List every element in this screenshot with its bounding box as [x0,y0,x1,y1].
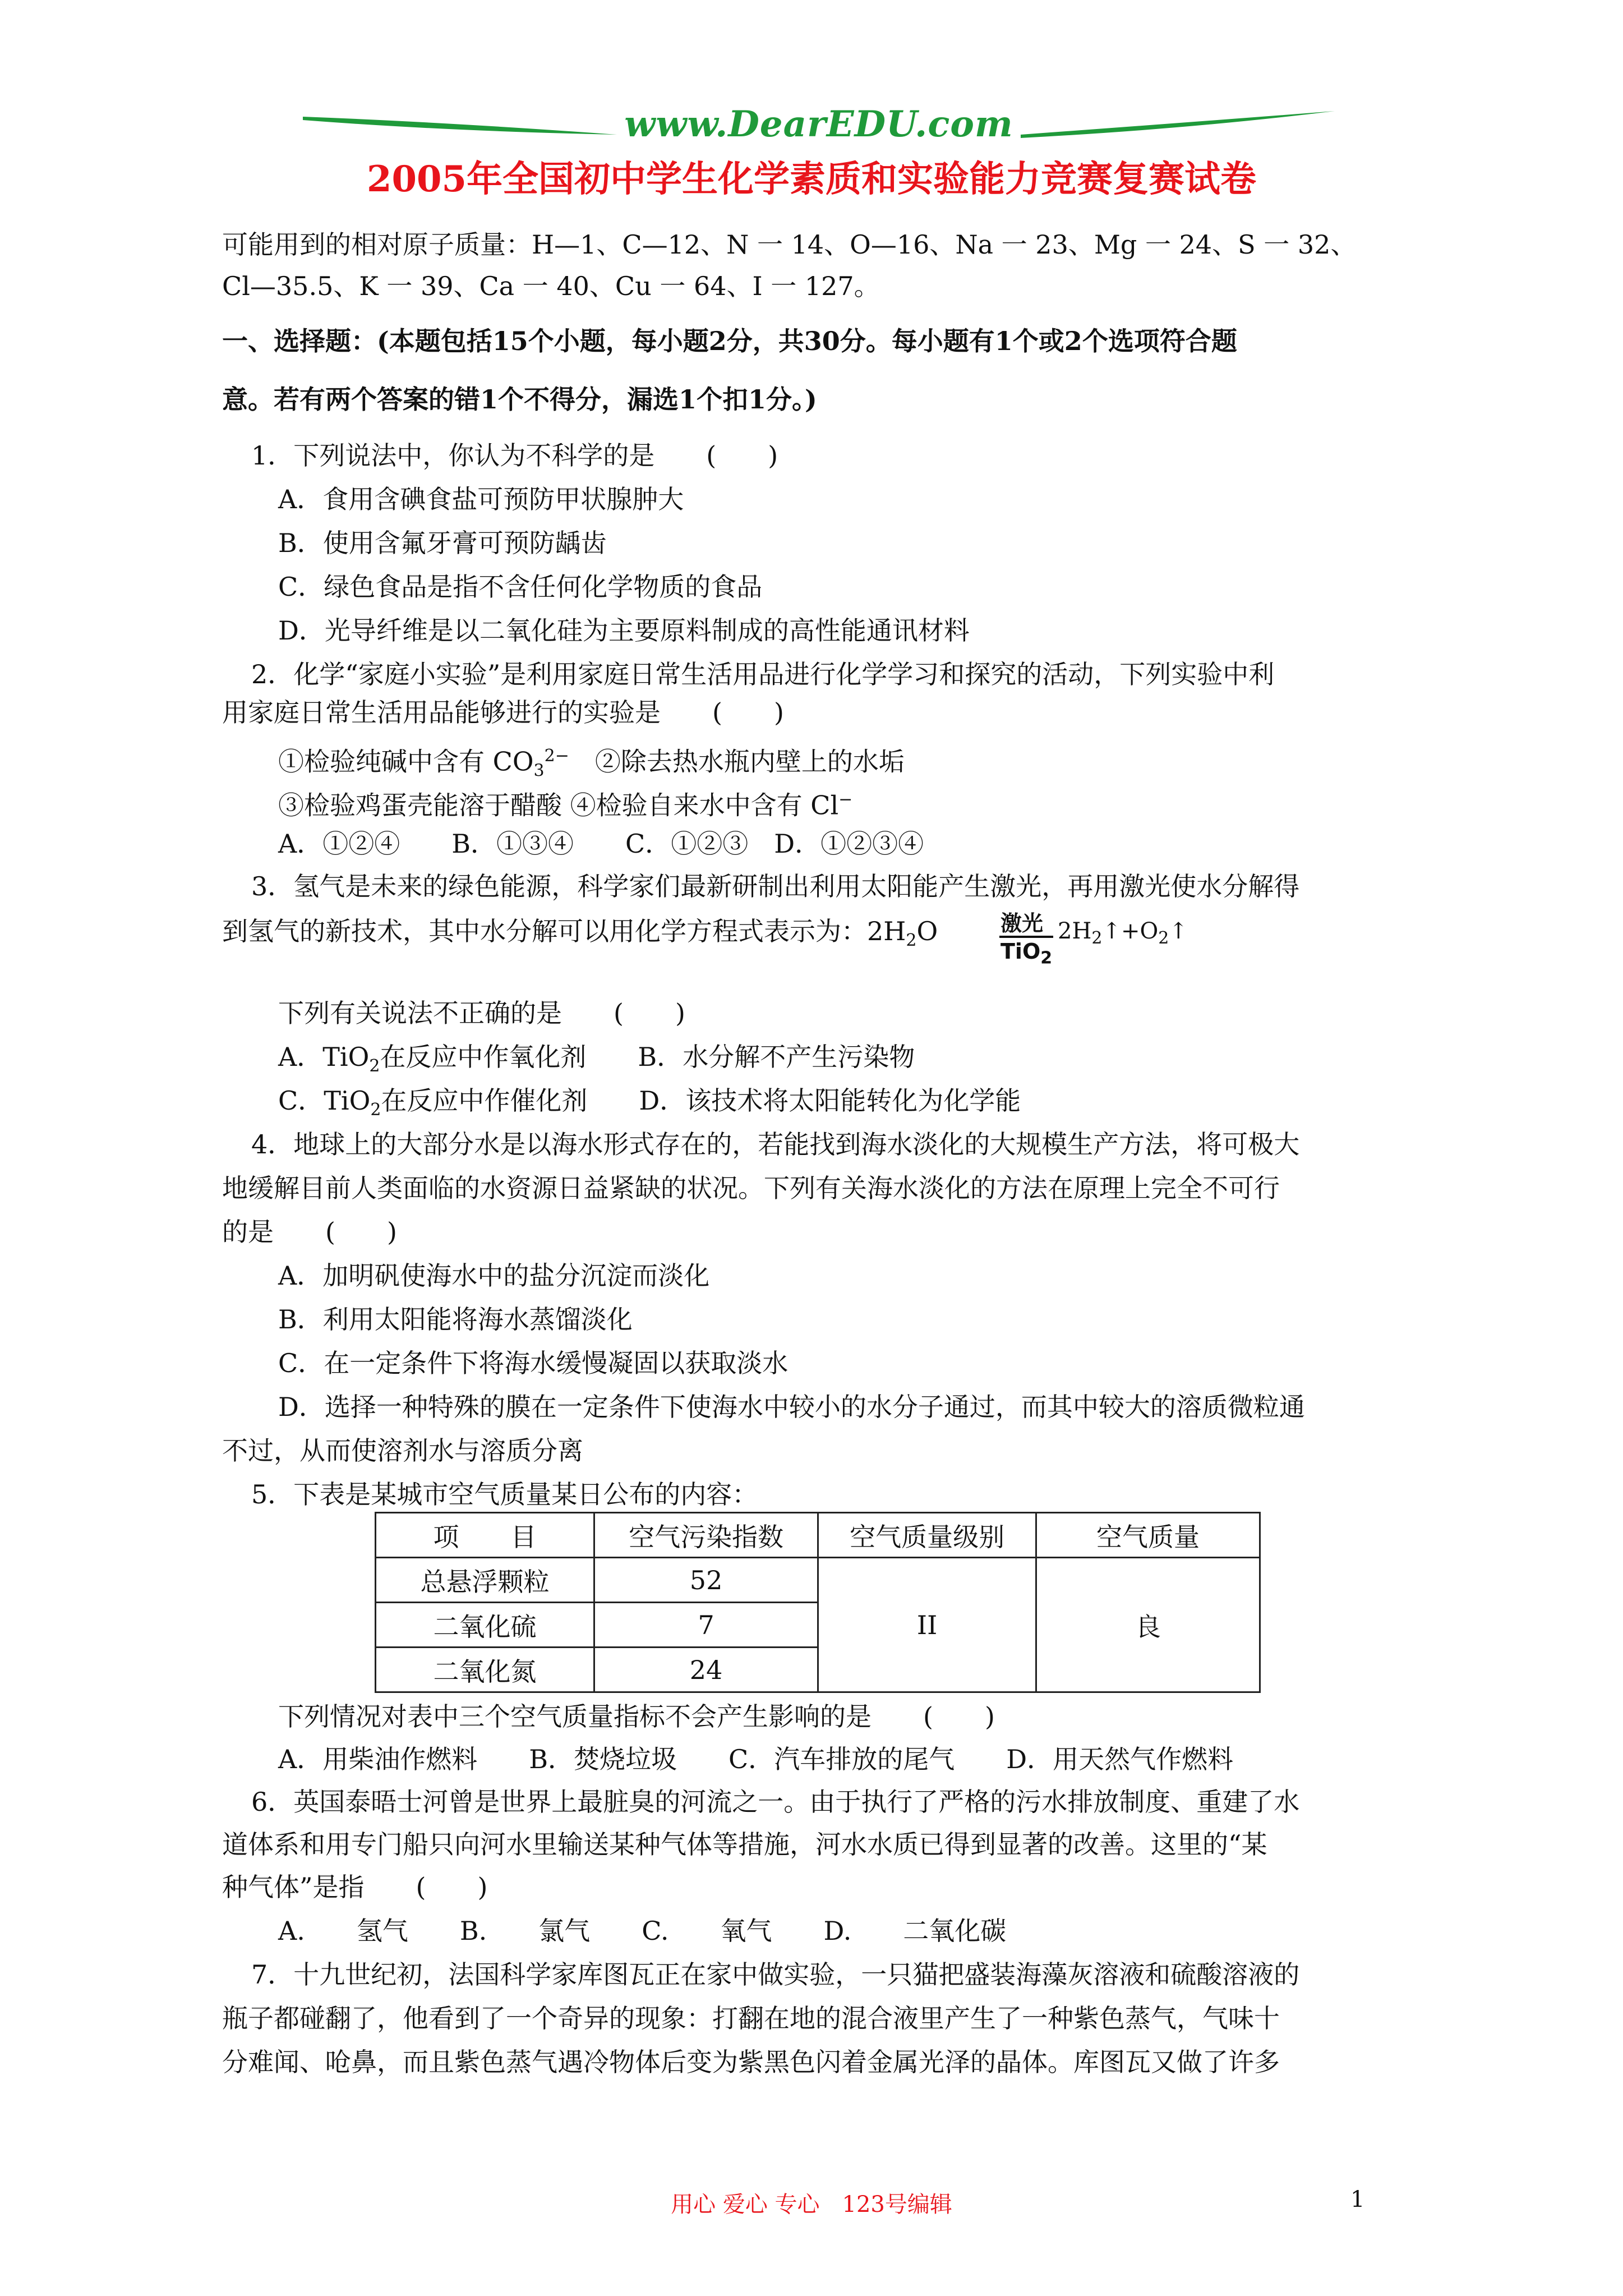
q4-option-c: C．在一定条件下将海水缓慢凝固以获取淡水 [278,1348,789,1378]
q3-product-h: 2H [1058,918,1092,944]
q3-c-sub: 2 [370,1100,381,1120]
q4-option-a: A．加明矾使海水中的盐分沉淀而淡化 [278,1260,710,1291]
q4-option-b: B．利用太阳能将海水蒸馏淡化 [278,1304,633,1335]
q4-stem-line-3: 的是 ( ) [222,1217,397,1247]
q2-choices: A．①②④ B．①③④ C．①②③ D．①②③④ [278,829,924,859]
q3-options-ab [278,1040,915,1083]
table-cell: 52 [594,1558,818,1603]
q3-condition-bar [999,936,1053,938]
q3-stem-line-1: 3．氢气是未来的绿色能源，科学家们最新研制出利用太阳能产生激光，再用激光使水分解得 [251,871,1300,901]
q3-condition-top: 激光 [1000,911,1044,936]
q1-option-a: A．食用含碘食盐可预防甲状腺肿大 [278,484,684,514]
q7-line-1: 7．十九世纪初，法国科学家库图瓦正在家中做实验，一只猫把盛装海藻灰溶液和硫酸溶液的 [251,1959,1300,1990]
q3-product-arrow: ↑ [1169,918,1188,944]
q2-opt1-charge: 2− [544,746,569,766]
q2-opt4-charge: − [838,790,853,809]
page-number: 1 [1350,2187,1365,2212]
q3-product-o: ↑+O [1102,918,1159,944]
table-cell: 7 [594,1603,818,1648]
q3-stem-line-2 [222,914,938,958]
table-header: 项 目 [376,1513,594,1558]
q3-options-cd [278,1084,1021,1127]
table-cell-level: II [818,1558,1036,1692]
q3-stem-text: 到氢气的新技术，其中水分解可以用化学方程式表示为：2H [222,916,906,946]
footer-text: 用心 爱心 专心 123号编辑 [671,2192,952,2217]
q5-ask: 下列情况对表中三个空气质量指标不会产生影响的是 ( ) [278,1701,995,1732]
q7-line-2: 瓶子都碰翻了，他看到了一个奇异的现象：打翻在地的混合液里产生了一种紫色蒸气，气味十 [222,2003,1280,2033]
atomic-mass-line-2: Cl—35.5、K 一 39、Ca 一 40、Cu 一 64、I 一 127。 [222,271,880,301]
q2-options-line-1 [278,739,905,788]
table-row [376,1558,1260,1603]
q6-stem-line-2: 道体系和用专门船只向河水里输送某种气体等措施，河水水质已得到显著的改善。这里的“某 [222,1829,1267,1860]
q2-opt1-text: ①检验纯碱中含有 CO [278,746,534,777]
q4-stem-line-1: 4．地球上的大部分水是以海水形式存在的，若能找到海水淡化的大规模生产方法，将可极大 [251,1129,1300,1159]
q3-products [1058,914,1188,955]
q2-opt2-text: ②除去热水瓶内壁上的水垢 [569,746,905,777]
q2-stem-line-2: 用家庭日常生活用品能够进行的实验是 ( ) [222,697,784,728]
q3-reactant-o: O [916,916,938,946]
q3-product-o-sub: 2 [1158,928,1169,948]
table-cell: 24 [594,1648,818,1692]
table-cell: 二氧化氮 [376,1648,594,1692]
q5-choices: A．用柴油作燃料 B．焚烧垃圾 C．汽车排放的尾气 D．用天然气作燃料 [278,1744,1234,1774]
q2-options-line-2 [278,783,852,822]
q2-opt1-sub: 3 [533,761,545,781]
q3-c-post: 在反应中作催化剂 D．该技术将太阳能转化为化学能 [381,1085,1021,1116]
table-cell-quality: 良 [1036,1558,1260,1692]
section-heading-line-1: 一、选择题：(本题包括15个小题，每小题2分，共30分。每小题有1个或2个选项符合题 [222,326,1237,356]
q6-choices: A. 氢气 B. 氯气 C. 氧气 D. 二氧化碳 [278,1916,1007,1946]
q1-option-d: D．光导纤维是以二氧化硅为主要原料制成的高性能通讯材料 [278,615,970,646]
logo-text: www.DearEDU.com [624,103,1013,145]
q1-stem: 1．下列说法中，你认为不科学的是 ( ) [251,440,778,471]
q3-c-pre: C．TiO [278,1085,371,1116]
q7-line-3: 分难闻、呛鼻，而且紫色蒸气遇冷物体后变为紫黑色闪着金属光泽的晶体。库图瓦又做了许多 [222,2047,1280,2077]
q2-stem-line-1: 2．化学“家庭小实验”是利用家庭日常生活用品进行化学学习和探究的活动，下列实验中利 [251,659,1275,689]
q1-option-c: C．绿色食品是指不含任何化学物质的食品 [278,572,763,602]
air-quality-table [375,1512,1261,1693]
table-cell: 二氧化硫 [376,1603,594,1648]
table-header: 空气质量级别 [818,1513,1036,1558]
q5-stem: 5．下表是某城市空气质量某日公布的内容： [251,1479,758,1510]
q3-a-post: 在反应中作氧化剂 B．水分解不产生污染物 [380,1042,915,1072]
q2-opt34-text: ③检验鸡蛋壳能溶于醋酸 ④检验自来水中含有 Cl [278,790,839,821]
page-title: 2005年全国初中学生化学素质和实验能力竞赛复赛试卷 [366,158,1257,200]
table-header-row [376,1513,1260,1558]
section-heading-line-2: 意。若有两个答案的错1个不得分，漏选1个扣1分。) [222,384,817,415]
q3-condition-bottom: TiO$_2$ [1000,939,1053,968]
table-cell: 总悬浮颗粒 [376,1558,594,1603]
atomic-mass-line-1: 可能用到的相对原子质量：H—1、C—12、N 一 14、O—16、Na 一 23、Mg 一 24、S 一 32、 [222,229,1357,260]
q6-stem-line-1: 6．英国泰晤士河曾是世界上最脏臭的河流之一。由于执行了严格的污水排放制度、重建了水 [251,1787,1300,1817]
q3-reactant-sub: 2 [906,931,917,951]
q4-option-d-line-2: 不过，从而使溶剂水与溶质分离 [222,1435,583,1466]
table-header: 空气污染指数 [594,1513,818,1558]
q3-product-h-sub: 2 [1091,928,1103,948]
q4-stem-line-2: 地缓解目前人类面临的水资源日益紧缺的状况。下列有关海水淡化的方法在原理上完全不可行 [222,1173,1280,1203]
table-header: 空气质量 [1036,1513,1260,1558]
q3-a-sub: 2 [369,1056,380,1076]
q4-option-d-line-1: D．选择一种特殊的膜在一定条件下使海水中较小的水分子通过，而其中较大的溶质微粒通 [278,1392,1305,1422]
site-logo [303,100,1335,150]
q1-option-b: B．使用含氟牙膏可预防龋齿 [278,528,607,558]
q3-a-pre: A．TiO [278,1042,370,1072]
q6-stem-line-3: 种气体”是指 ( ) [222,1872,488,1902]
q3-ask: 下列有关说法不正确的是 ( ) [278,998,685,1028]
